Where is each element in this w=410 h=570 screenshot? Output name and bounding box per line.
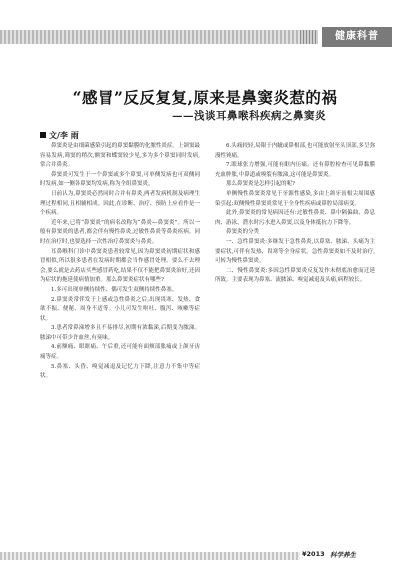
right-column [215,142,375,542]
left-paragraph: 鼻窦炎可发生于一个鼻窦或多个鼻窦,可单侧发病也可双侧同时发病,如一侧各鼻窦均发病,称为全组鼻窦炎。 [40,171,200,188]
left-list-item: 2.鼻窦炎常伴发于上感或急性鼻炎之后,出现畏寒、发热、食欲不振、便秘、周身不适等。小儿可发生呕吐、腹泻、咳嗽等症状。 [40,296,200,322]
page-number: ¥2013 [302,550,325,558]
article-subtitle: ——浅谈耳鼻喉科疾病之鼻窦炎 [172,110,326,122]
right-paragraph: 二、慢性鼻窦炎:多因急性鼻窦炎反复发作未彻底治愈而迁延所致。主要表现为鼻塞、流脓涕、嗅觉减退及头痛,病程较长。 [215,267,375,284]
right-paragraph: 此外,鼻窦炎的常见病因还有:过敏性鼻炎、鼻中隔偏曲、鼻息肉、游泳、潜水时污水进入鼻窦,以及身体抵抗力下降等。 [215,210,375,226]
article-author [40,130,79,141]
left-list-item: 5.鼻塞、头昏、嗅觉减退及记忆力下降,注意力不集中等症状。 [40,363,200,380]
author-name: 文/李 雨 [49,131,79,140]
page-footer [0,548,410,562]
left-paragraph: 日前认为,鼻窦炎必然同时合并有鼻炎,两者发病机制及病理生理过程相同,且相辅相成。因此,在诊断、治疗、预防上应看作是一个疾病。 [40,190,200,217]
right-paragraph: 鼻窦炎的分类 [226,229,260,236]
right-paragraph: 单侧慢性鼻窦炎常见于牙源性感染,多由上颌牙齿根尖周围感染引起;双侧慢性鼻窦炎常见于全身性疾病或鼻腔局部病变。 [215,190,375,207]
right-list-item: 7.眼球张力增强,可能有眶内压痛。还有鼻腔检查可见鼻黏膜充血肿胀,中鼻道或嗅裂有脓涕,这可能是鼻窦炎。 [215,162,375,178]
right-list-item: 6.头痛较轻,局限于内眦或鼻根部,也可能放射至头顶部,多呈弥漫性钝痛。 [215,143,375,159]
left-list-item: 1.多可出现单侧持续性、偶可发生双侧持续性鼻塞。 [51,286,178,293]
author-marker-icon [40,132,46,138]
left-paragraph: 鼻窦炎是由细菌感染引起的鼻窦黏膜的化脓性炎症。上颌窦最容易发病,筛窦的稍次,额窦和蝶窦较少见,多为多个鼻窦同时发病,常合并鼻炎。 [40,143,200,169]
page-header [0,24,410,50]
section-tag: 健康科普 [322,27,392,47]
journal-name: 科学养生 [330,551,356,559]
left-list-item: 3.患者常鼻涕增多且不易排尽,初期有浓黏涕,后期变为脓涕。脓涕中可带少许血丝,有臭味。 [40,325,200,341]
header-stripe [0,30,300,44]
left-paragraph: 近年来,已将“鼻窦炎”的病名改称为“鼻炎—鼻窦炎”。所以一般有鼻窦炎的患者,都会伴有慢性鼻炎,过敏性鼻炎等鼻炎疾病。同时在治疗时,也要选择一次性治疗鼻窦炎与鼻炎。 [40,219,200,245]
footer-stripe [0,552,300,560]
article-title: “感冒”反反复复,原来是鼻窦炎惹的祸 [72,88,338,107]
header-stripe-accent [300,30,318,44]
right-paragraph: 一、急性鼻窦炎:多继发于急性鼻炎,以鼻塞、脓涕、头痛为主要症状,可伴有发热、畏寒等全身症状。急性鼻窦炎如不及时治疗,可转为慢性鼻窦炎。 [215,238,375,265]
left-paragraph: 耳鼻喉科门诊中鼻窦炎患者较常见,因为鼻窦炎初期症状和感冒相似,所以很多患者在发病时期都会当作感冒处理。要么不去理会,要么就是去药店买些感冒药吃,结果不仅不能把鼻窦炎治好,还因为症状的拖延使病情加重。那么鼻窦炎症状有哪些? [40,248,200,284]
right-paragraph: 那么鼻窦炎是怎样引起的呢? [226,181,295,188]
left-list-item: 4.前额痛、眼眶痛、午后重,还可能有面颊部胀痛或上颌牙齿痛等症。 [40,344,200,361]
left-column [40,142,200,542]
